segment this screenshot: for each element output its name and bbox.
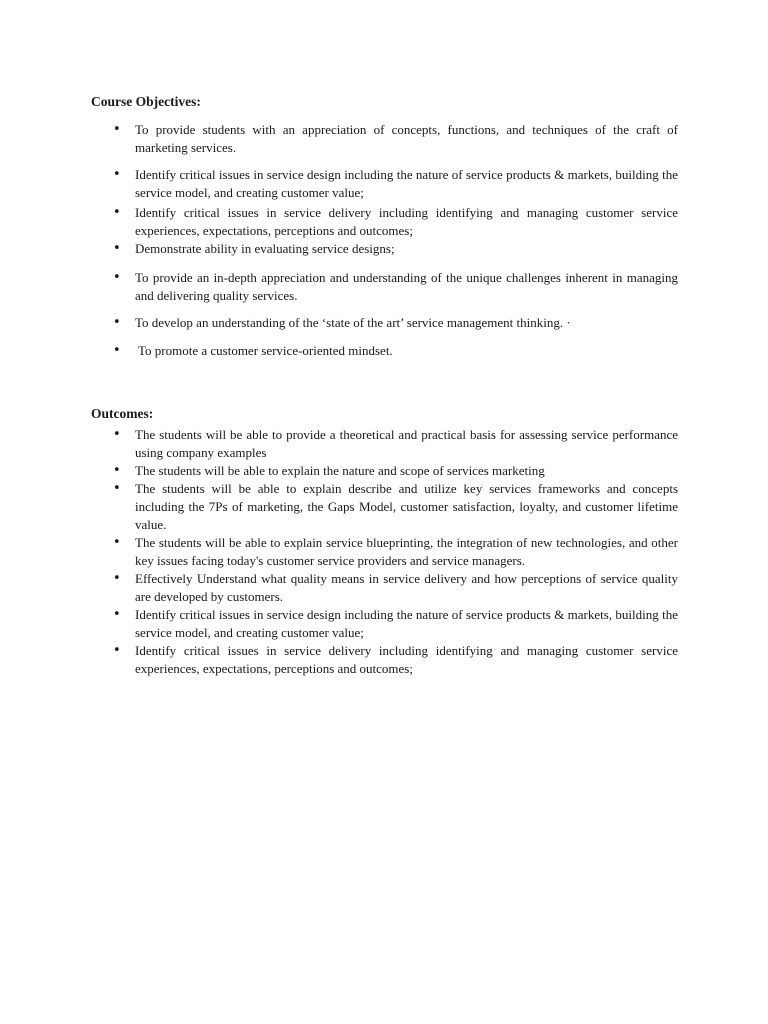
outcome-text: Identify critical issues in service design including the nature of service products & markets, building the service model, and creating customer value; [135, 607, 678, 640]
objective-text: To promote a customer service-oriented mindset. [138, 343, 393, 358]
list-item [0, 269, 678, 305]
list-item [0, 166, 678, 202]
bullet-icon: • [113, 122, 121, 137]
bullet-icon: • [113, 535, 121, 550]
bullet-icon: • [113, 463, 121, 478]
bullet-icon: • [113, 571, 121, 586]
objective-text: To develop an understanding of the ‘state of the art’ service management thinking. · [135, 315, 571, 330]
objective-text: Identify critical issues in service delivery including identifying and managing customer service experiences, expectations, perceptions and outcomes; [135, 205, 678, 238]
outcome-text: The students will be able to provide a theoretical and practical basis for assessing service performance using company examples [135, 427, 678, 460]
outcome-text: The students will be able to explain describe and utilize key services frameworks and concepts including the 7Ps of marketing, the Gaps Model, customer satisfaction, loyalty, and customer lifetime value. [135, 481, 678, 532]
course-objectives-list [0, 121, 768, 360]
bullet-icon: • [113, 343, 121, 358]
objective-text: Demonstrate ability in evaluating service designs; [135, 241, 395, 256]
list-item [0, 204, 678, 240]
outcome-text: The students will be able to explain service blueprinting, the integration of new technologies, and other key issues facing today's customer service providers and service managers. [135, 535, 678, 568]
list-item [0, 426, 678, 462]
list-item [0, 342, 678, 360]
bullet-icon: • [113, 643, 121, 658]
bullet-icon: • [113, 315, 121, 330]
list-item [0, 534, 678, 570]
bullet-icon: • [113, 241, 121, 256]
bullet-icon: • [113, 427, 121, 442]
outcome-text: Identify critical issues in service delivery including identifying and managing customer service experiences, expectations, perceptions and outcomes; [135, 643, 678, 676]
objective-text: To provide an in-depth appreciation and understanding of the unique challenges inherent in managing and delivering quality services. [135, 270, 678, 303]
bullet-icon: • [113, 481, 121, 496]
course-objectives-heading: Course Objectives: [91, 94, 201, 109]
objective-text: Identify critical issues in service design including the nature of service products & markets, building the service model, and creating customer value; [135, 167, 678, 200]
list-item [0, 480, 678, 534]
list-item [0, 642, 678, 678]
outcome-text: The students will be able to explain the nature and scope of services marketing [135, 463, 545, 478]
outcomes-heading: Outcomes: [91, 406, 154, 421]
list-item [0, 606, 678, 642]
list-item [0, 314, 678, 332]
bullet-icon: • [113, 167, 121, 182]
bullet-icon: • [113, 270, 121, 285]
list-item [0, 570, 678, 606]
list-item [0, 462, 678, 480]
list-item [0, 240, 678, 258]
objective-text: To provide students with an appreciation of concepts, functions, and techniques of the craft of marketing services. [135, 122, 678, 155]
bullet-icon: • [113, 607, 121, 622]
outcomes-list [0, 426, 768, 678]
bullet-icon: • [113, 205, 121, 220]
outcome-text: Effectively Understand what quality means in service delivery and how perceptions of service quality are developed by customers. [135, 571, 678, 604]
list-item [0, 121, 678, 157]
